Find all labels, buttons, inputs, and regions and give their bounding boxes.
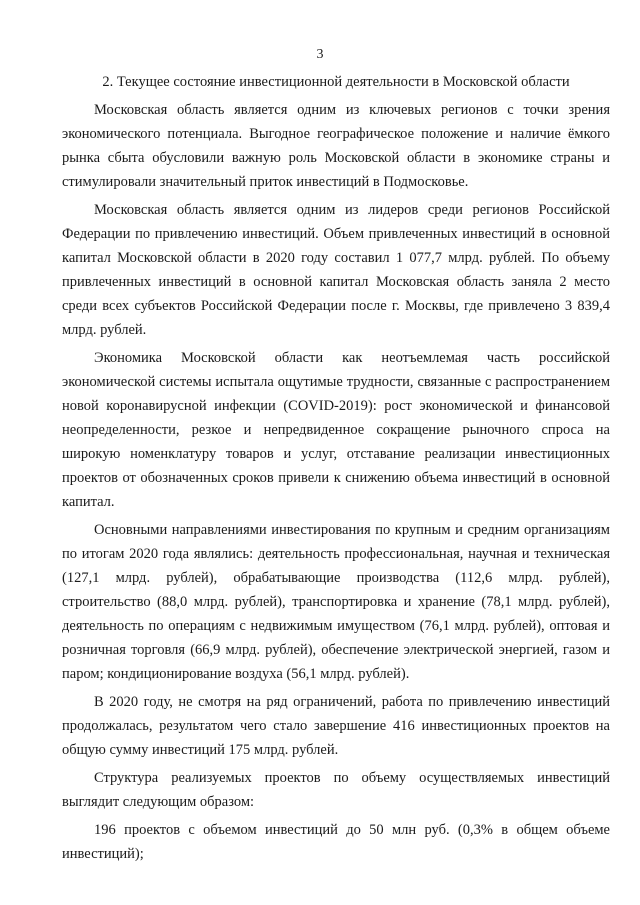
paragraph: 196 проектов с объемом инвестиций до 50 млн руб. (0,3% в общем объеме инвестиций); [62, 822, 610, 862]
paragraph: Экономика Московской области как неотъемлемая часть российской экономической системы испытала ощутимые трудности, связанные с распространением новой коронавирусной инфекции (COVID-2019): рост экономической и финансовой неопределенности, резкое и непредвиденное сокращение рыночного спроса на широкую номенклатуру товаров и услуг, отставание реализации инвестиционных проектов от обозначенных сроков привели к снижению объема инвестиций в основной капитал. [62, 350, 610, 510]
paragraph: В 2020 году, не смотря на ряд ограничений, работа по привлечению инвестиций продолжалась, результатом чего стало завершение 416 инвестиционных проектов на общую сумму инвестиций 175 млрд. рублей. [62, 694, 610, 758]
paragraph: Московская область является одним из лидеров среди регионов Российской Федерации по привлечению инвестиций. Объем привлеченных инвестиций в основной капитал Московской области в 2020 году составил 1 077,7 млрд. рублей. По объему привлеченных инвестиций в основной капитал Московская область заняла 2 место среди всех субъектов Российской Федерации после г. Москвы, где привлечено 3 839,4 млрд. рублей. [62, 202, 610, 338]
paragraph: Московская область является одним из ключевых регионов с точки зрения экономического потенциала. Выгодное географическое положение и наличие ёмкого рынка сбыта обусловили важную роль Московской области в экономике страны и стимулировали значительный приток инвестиций в Подмосковье. [62, 102, 610, 190]
document-body [62, 98, 610, 870]
paragraph: Структура реализуемых проектов по объему осуществляемых инвестиций выглядит следующим образом: [62, 770, 610, 810]
section-heading: 2. Текущее состояние инвестиционной деятельности в Московской области [102, 74, 570, 90]
paragraph: Основными направлениями инвестирования по крупным и средним организациям по итогам 2020 года являлись: деятельность профессиональная, научная и техническая (127,1 млрд. рублей), обрабатывающие производства (112,6 млрд. рублей), строительство (88,0 млрд. рублей), транспортировка и хранение (78,1 млрд. рублей), деятельность по операциям с недвижимым имуществом (76,1 млрд. рублей), оптовая и розничная торговля (66,9 млрд. рублей), обеспечение электрической энергией, газом и паром; кондиционирование воздуха (56,1 млрд. рублей). [62, 522, 610, 682]
page-number: 3 [316, 47, 324, 62]
